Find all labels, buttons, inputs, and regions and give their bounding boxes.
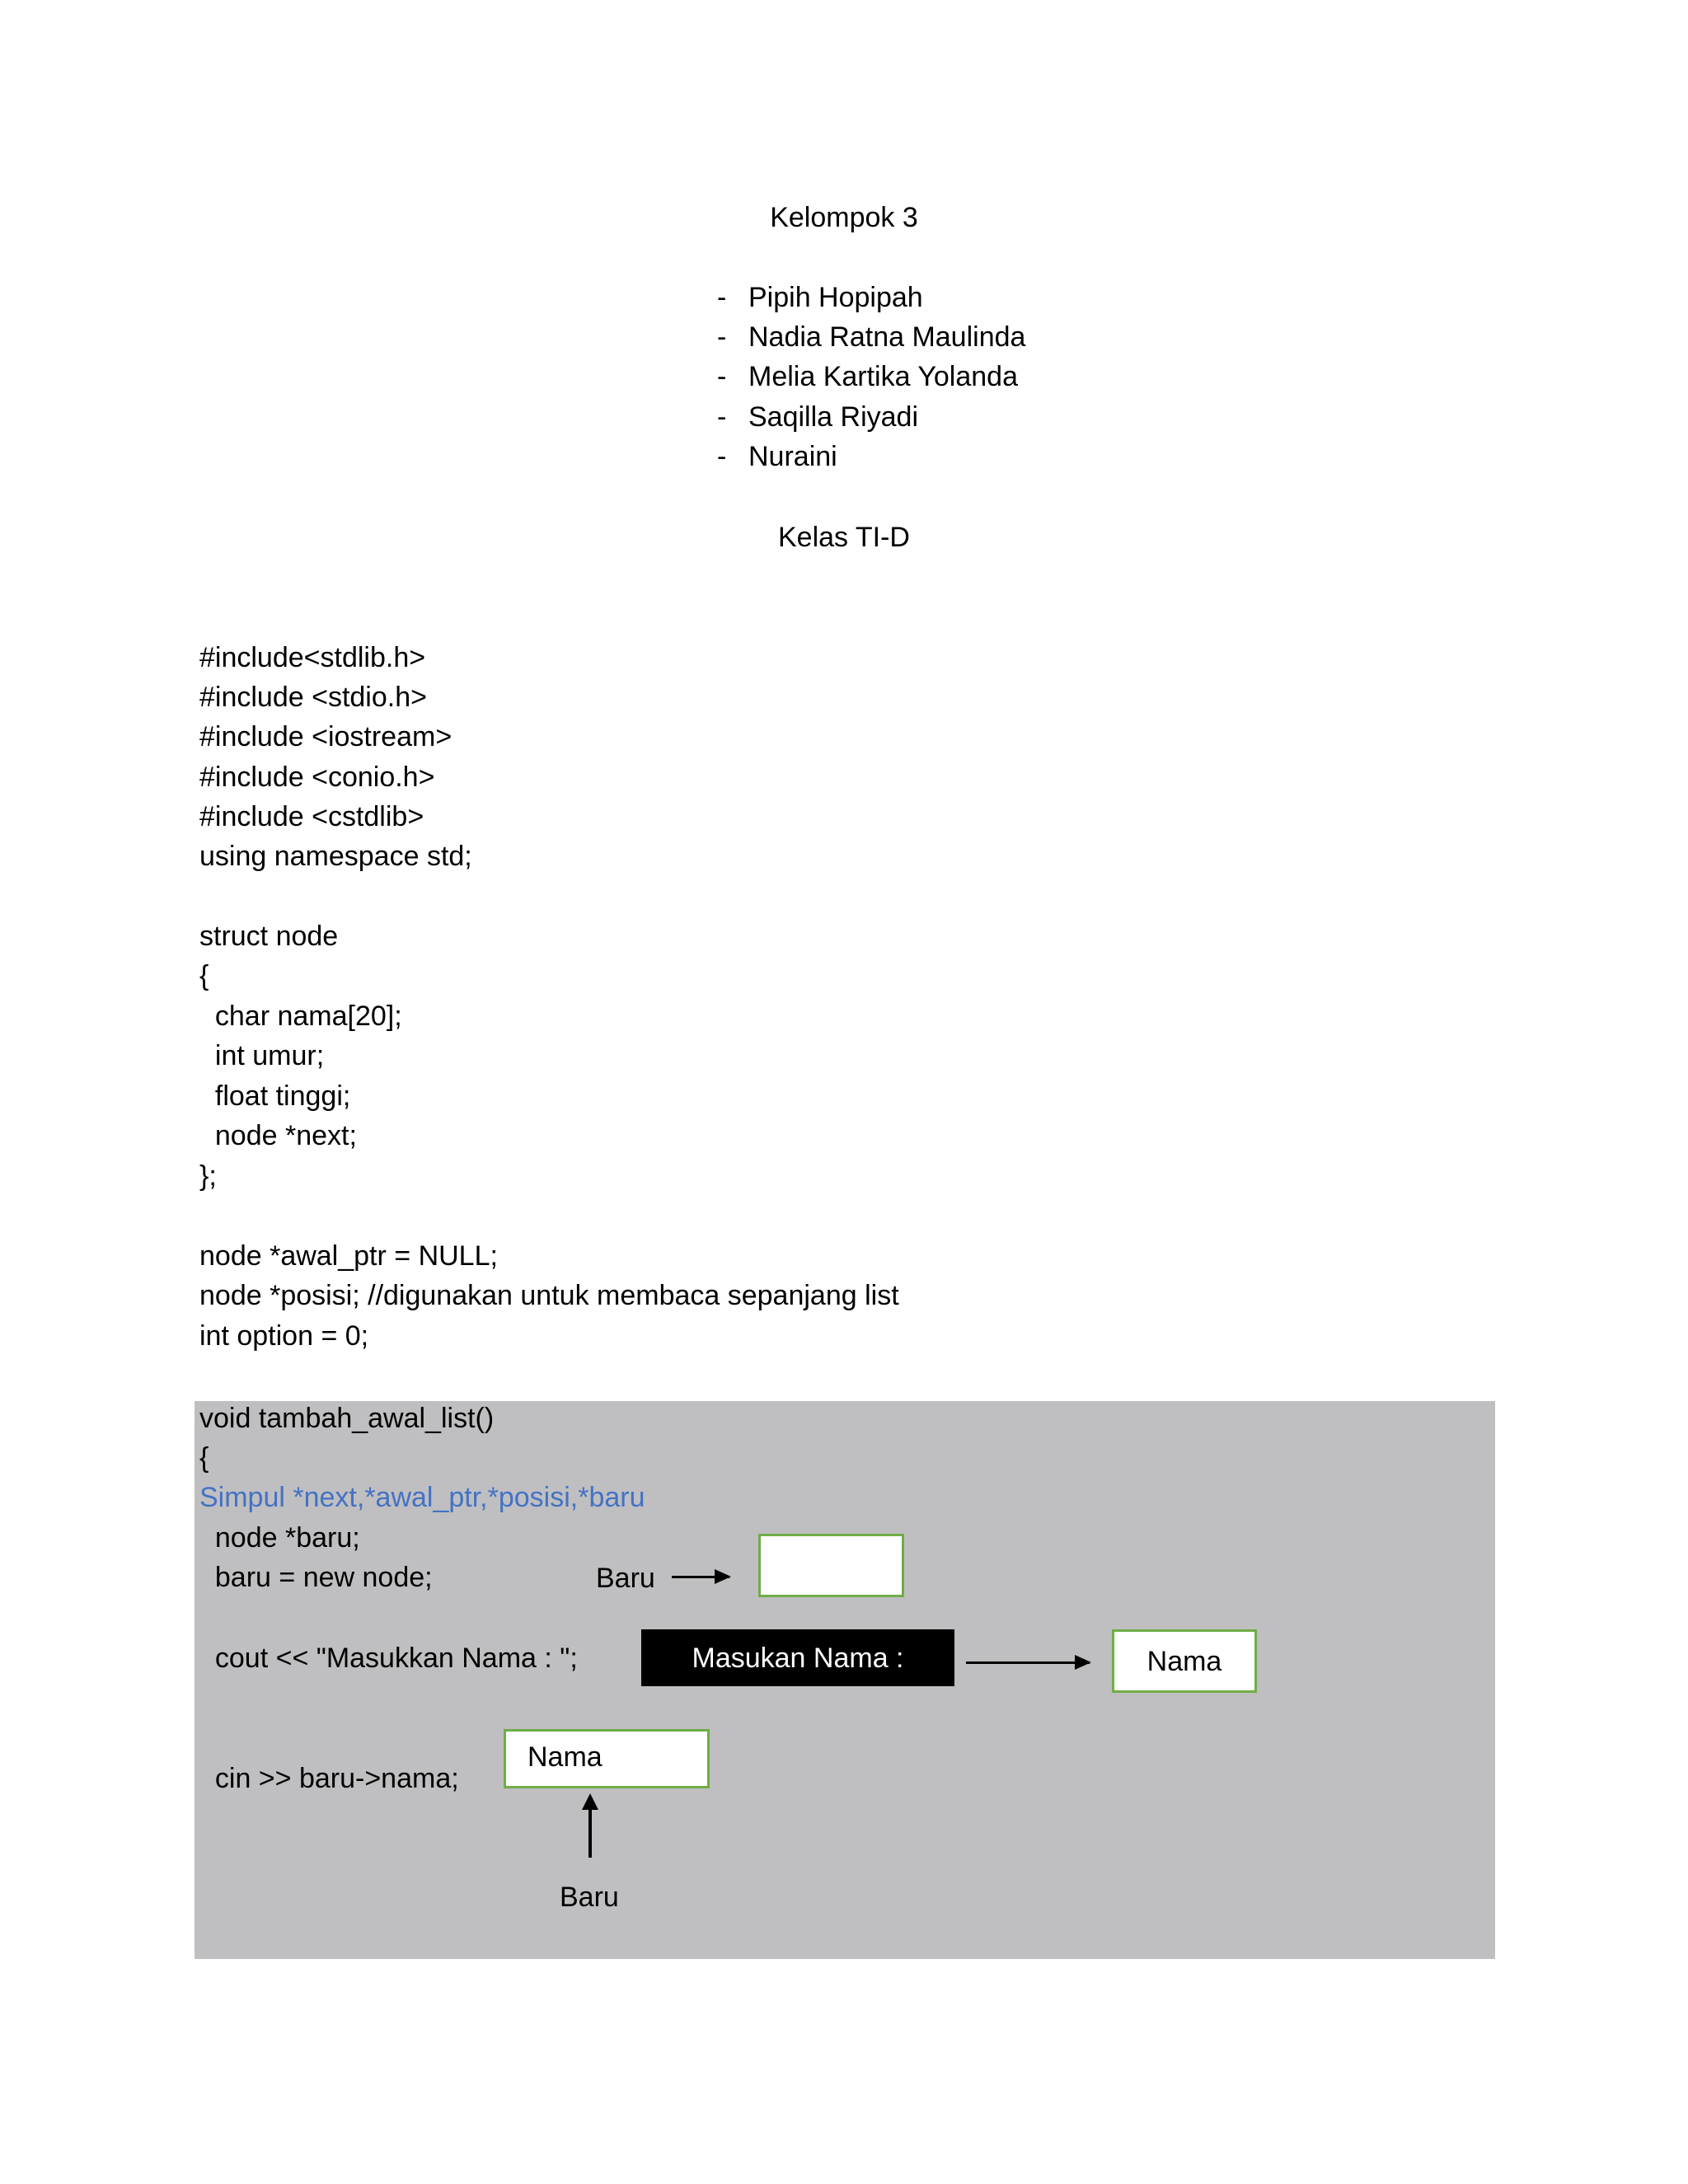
- nama-input-text: Nama: [528, 1741, 603, 1773]
- code-line: baru = new node;: [199, 1562, 433, 1593]
- code-line: #include <iostream>: [199, 721, 452, 752]
- member-name: Nuraini: [748, 441, 837, 472]
- list-bullet: -: [717, 441, 727, 472]
- member-name: Melia Kartika Yolanda: [748, 361, 1019, 392]
- page-title: Kelompok 3: [770, 202, 918, 233]
- nama-box: [1112, 1629, 1257, 1693]
- code-line: struct node: [199, 921, 339, 952]
- list-bullet: -: [717, 361, 727, 392]
- code-line: int umur;: [199, 1040, 325, 1071]
- nama-input-box: [504, 1729, 710, 1788]
- code-line: #include <stdio.h>: [199, 682, 427, 713]
- code-line: node *awal_ptr = NULL;: [199, 1240, 498, 1272]
- baru-label: Baru: [596, 1563, 655, 1594]
- list-bullet: -: [717, 282, 727, 313]
- arrow-up-icon: [588, 1807, 592, 1858]
- baru-label: Baru: [560, 1882, 619, 1913]
- member-name: Pipih Hopipah: [748, 282, 923, 313]
- member-name: Nadia Ratna Maulinda: [748, 321, 1026, 353]
- code-line: #include <cstdlib>: [199, 801, 424, 832]
- arrow-right-icon: [966, 1661, 1090, 1664]
- class-label: Kelas TI-D: [778, 522, 910, 553]
- node-note: Simpul *next,*awal_ptr,*posisi,*baru: [199, 1482, 645, 1513]
- code-line: {: [199, 1442, 209, 1474]
- list-bullet: -: [717, 401, 727, 433]
- member-name: Saqilla Riyadi: [748, 401, 918, 433]
- code-line: using namespace std;: [199, 841, 472, 872]
- code-line: char nama[20];: [199, 1001, 402, 1032]
- code-line: node *next;: [199, 1120, 357, 1151]
- nama-box-text: Nama: [1146, 1645, 1222, 1677]
- code-line: cout << "Masukkan Nama : ";: [199, 1643, 578, 1674]
- code-line: node *posisi; //digunakan untuk membaca sepanjang list: [199, 1280, 899, 1311]
- code-line: {: [199, 960, 209, 991]
- code-line: node *baru;: [199, 1522, 360, 1554]
- empty-node-box: [758, 1534, 904, 1597]
- code-line: #include<stdlib.h>: [199, 642, 426, 673]
- code-line: int option = 0;: [199, 1320, 369, 1352]
- code-line: };: [199, 1160, 217, 1192]
- arrow-right-icon: [672, 1576, 729, 1578]
- prompt-text: Masukan Nama :: [692, 1642, 904, 1674]
- code-line: cin >> baru->nama;: [199, 1763, 459, 1794]
- prompt-box: [641, 1629, 954, 1686]
- function-signature: void tambah_awal_list(): [199, 1403, 495, 1434]
- code-line: #include <conio.h>: [199, 762, 435, 793]
- code-line: float tinggi;: [199, 1080, 351, 1112]
- list-bullet: -: [717, 321, 727, 353]
